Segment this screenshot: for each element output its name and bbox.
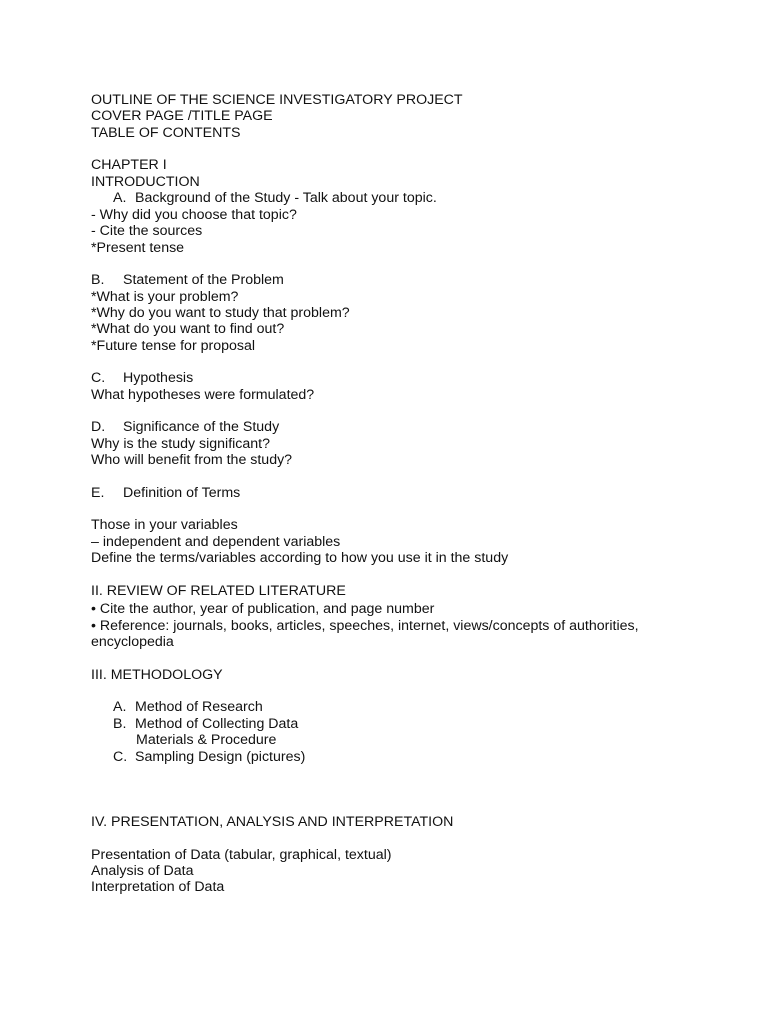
section-d-title-line <box>91 419 279 435</box>
chapter-2-continuation: encyclopedia <box>91 634 174 650</box>
methodology-item-text: Materials & Procedure <box>136 732 277 748</box>
chapter-4-line: Presentation of Data (tabular, graphical, textual) <box>91 847 392 863</box>
section-a-label: A. <box>113 190 127 206</box>
section-c-title-line <box>91 370 193 386</box>
section-a-line: - Cite the sources <box>91 223 203 239</box>
section-e-line: Define the terms/variables according to how you use it in the study <box>91 550 509 566</box>
section-b-line: *What do you want to find out? <box>91 321 285 337</box>
section-a-title: Background of the Study - Talk about your topic. <box>135 190 437 206</box>
section-c-line: What hypotheses were formulated? <box>91 387 315 403</box>
methodology-item-label: C. <box>113 749 128 765</box>
methodology-item-text: Method of Research <box>135 699 263 715</box>
section-d-label: D. <box>91 419 106 435</box>
section-a-title-line <box>113 190 437 206</box>
methodology-item <box>113 716 298 732</box>
cover-page-line: COVER PAGE /TITLE PAGE <box>91 108 273 124</box>
section-d-line: Why is the study significant? <box>91 436 270 452</box>
methodology-item <box>136 732 276 748</box>
chapter-2-bullet: • Reference: journals, books, articles, speeches, internet, views/concepts of authorities, <box>91 618 639 634</box>
chapter-4-line: Interpretation of Data <box>91 879 225 895</box>
chapter-1-subheading: INTRODUCTION <box>91 174 200 190</box>
methodology-item-text: Method of Collecting Data <box>135 716 299 732</box>
section-b-label: B. <box>91 272 105 288</box>
section-b-title: Statement of the Problem <box>123 272 284 288</box>
section-b-line: *What is your problem? <box>91 289 239 305</box>
methodology-item-label: A. <box>113 699 127 715</box>
section-c-label: C. <box>91 370 106 386</box>
methodology-item <box>113 699 263 715</box>
section-e-line: Those in your variables <box>91 517 238 533</box>
chapter-1-heading: CHAPTER I <box>91 157 167 173</box>
document-title: OUTLINE OF THE SCIENCE INVESTIGATORY PROJECT <box>91 92 463 108</box>
section-e-title-line <box>91 485 240 501</box>
section-e-label: E. <box>91 485 105 501</box>
section-e-line: – independent and dependent variables <box>91 534 341 550</box>
methodology-item-label: B. <box>113 716 127 732</box>
chapter-2-bullet: • Cite the author, year of publication, and page number <box>91 601 435 617</box>
methodology-item-text: Sampling Design (pictures) <box>135 749 306 765</box>
section-b-line: *Future tense for proposal <box>91 338 256 354</box>
section-d-line: Who will benefit from the study? <box>91 452 293 468</box>
methodology-item <box>113 749 305 765</box>
section-c-title: Hypothesis <box>123 370 194 386</box>
section-a-line: *Present tense <box>91 240 185 256</box>
chapter-4-heading: IV. PRESENTATION, ANALYSIS AND INTERPRETATION <box>91 814 454 830</box>
section-a-line: - Why did you choose that topic? <box>91 207 297 223</box>
section-b-line: *Why do you want to study that problem? <box>91 305 350 321</box>
section-b-title-line <box>91 272 284 288</box>
chapter-2-heading: II. REVIEW OF RELATED LITERATURE <box>91 583 346 599</box>
section-d-title: Significance of the Study <box>123 419 280 435</box>
chapter-4-line: Analysis of Data <box>91 863 194 879</box>
chapter-3-heading: III. METHODOLOGY <box>91 667 223 683</box>
section-e-title: Definition of Terms <box>123 485 241 501</box>
table-of-contents-line: TABLE OF CONTENTS <box>91 125 241 141</box>
